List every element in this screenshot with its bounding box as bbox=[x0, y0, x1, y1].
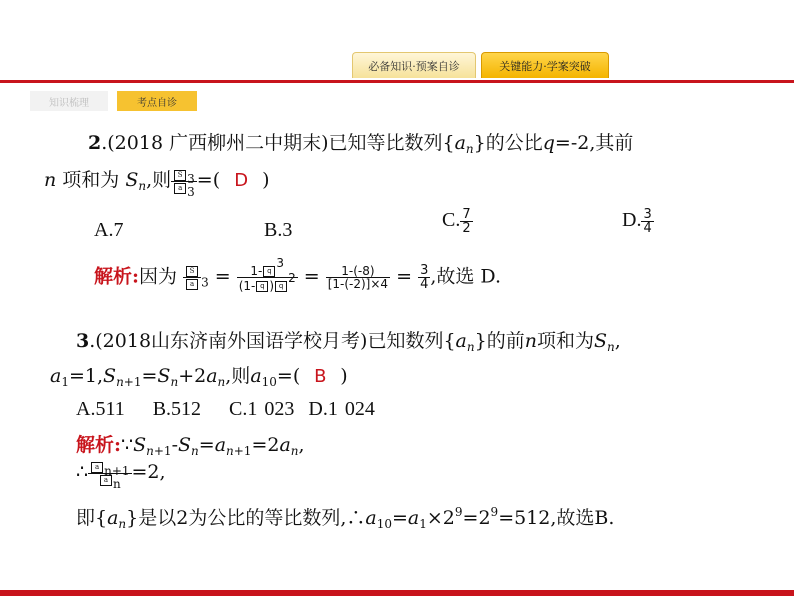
q3-analysis-fraction: $\frac{a _{n+1}}{a _n}$ bbox=[88, 461, 131, 486]
q2-option-d-fraction: $\frac{3}{4}$ bbox=[643, 207, 652, 236]
q2-analysis-because: 因为 bbox=[139, 265, 178, 288]
q3-text-mid: }的前 bbox=[474, 330, 525, 352]
q2-option-c-prefix: C. bbox=[442, 209, 461, 232]
q2-number: 2 bbox=[88, 132, 102, 154]
q3-plus: +2 bbox=[178, 365, 207, 387]
q3-analysis-line3: 即$\{a_n\}$是以2为公比的等比数列$,\therefore a_{10}=a_1\times 2^9=2^9=512$,故选B. bbox=[76, 505, 615, 531]
q3-eq: =( bbox=[276, 365, 301, 387]
q2-n-var: n bbox=[44, 169, 57, 191]
q3-a1: =1, bbox=[68, 365, 104, 387]
q2-eq: =( bbox=[196, 169, 221, 191]
q2-answer: D bbox=[234, 170, 249, 191]
q2-then: ,则 bbox=[146, 169, 172, 191]
q2-text2: 项和为 bbox=[56, 169, 126, 191]
q3-close: ) bbox=[340, 365, 348, 387]
q3-text: .(2018山东济南外国语学校月考)已知数列{ bbox=[89, 330, 456, 352]
subtab-self-diagnosis[interactable]: 考点自诊 bbox=[117, 91, 197, 111]
q3-options: A.511 B.512 C.1 023 D.1 024 bbox=[76, 398, 375, 420]
tab-prereq-knowledge[interactable]: 必备知识·预案自诊 bbox=[352, 52, 476, 78]
q2-option-b: B.3 bbox=[264, 219, 293, 241]
q2-text-mid: }的公比 bbox=[473, 132, 543, 154]
q3-answer: B bbox=[314, 366, 327, 387]
q2-option-a: A.7 bbox=[94, 219, 124, 241]
q3-line2: $a_1=1,S_{n+1}=S_n+2a_n$,则$a_{10}=$( B ) bbox=[50, 365, 348, 389]
q3-text-end: 项和为 bbox=[536, 330, 594, 352]
q2-analysis-frac2: $\frac{1-(-8)}{[1-(-2)]\times 4}$ bbox=[327, 264, 389, 291]
q2-close: ) bbox=[262, 169, 270, 191]
subtab-knowledge-review[interactable]: 知识梳理 bbox=[30, 91, 108, 111]
q2-fraction: $\frac{S _3}{a _3}$ bbox=[171, 169, 197, 194]
q2-option-d bbox=[622, 208, 654, 235]
tab-key-abilities[interactable]: 关键能力·学案突破 bbox=[481, 52, 609, 78]
q2-q-var: q bbox=[542, 132, 555, 154]
q2-S-sub: n bbox=[138, 179, 147, 193]
q2-S-var: S bbox=[125, 169, 139, 191]
q3-n-var: n bbox=[524, 330, 537, 352]
q3-S-var: S bbox=[593, 330, 607, 352]
q2-analysis-frac3: $\frac{3}{4}$ bbox=[420, 263, 429, 292]
q2-analysis-end: ,故选 D. bbox=[430, 265, 502, 288]
q3-analysis-line1: 解析$:\because S_{n+1}-S_n=a_{n+1}=2a_n$, bbox=[76, 434, 305, 458]
q2-text: .(2018 广西柳州二中期末)已知等比数列{ bbox=[101, 132, 455, 154]
q3-because: ∵ bbox=[121, 434, 134, 456]
q3-rel: = bbox=[141, 365, 158, 387]
q2-analysis-frac1: $\frac{1- q^3}{(1- q ) q^2}$ bbox=[238, 256, 296, 293]
q2-analysis: 解析:因为 $\frac{S}{a}$ $_3$ = $\frac{1- q^3}{(1- q ) q^2}$ = $\frac{1-(-8)}{[1-(-2)]\times 4}$ = $\frac{3}{4}$ ,故选 D. bbox=[94, 256, 502, 293]
q2-line2 bbox=[44, 168, 270, 199]
header-divider bbox=[0, 80, 794, 83]
q3-number: 3 bbox=[76, 330, 90, 352]
q2-option-c bbox=[442, 208, 473, 235]
footer-divider bbox=[0, 590, 794, 596]
q3-analysis-line2: ∴ $\frac{a _{n+1}}{a _n}$ =2, bbox=[76, 461, 166, 491]
q2-option-d-prefix: D. bbox=[622, 209, 642, 232]
q3-then: ,则 bbox=[225, 365, 251, 387]
q3-therefore: ∴ bbox=[76, 461, 89, 483]
q3-analysis-label: 解析: bbox=[76, 434, 122, 456]
q3-line1: 3.(2018山东济南外国语学校月考)已知数列$\{a_n\}$的前n项和为$S_n$, bbox=[76, 330, 621, 354]
q2-analysis-label: 解析: bbox=[94, 265, 140, 288]
q2-line1: 2.(2018 广西柳州二中期末)已知等比数列$\{a_n\}$的公比q=-2,其前 bbox=[88, 132, 634, 156]
q2-analysis-frac0: $\frac{S}{a}$ bbox=[183, 265, 201, 290]
q2-text-end: =-2,其前 bbox=[554, 132, 634, 154]
q2-option-c-fraction: $\frac{7}{2}$ bbox=[462, 207, 471, 236]
